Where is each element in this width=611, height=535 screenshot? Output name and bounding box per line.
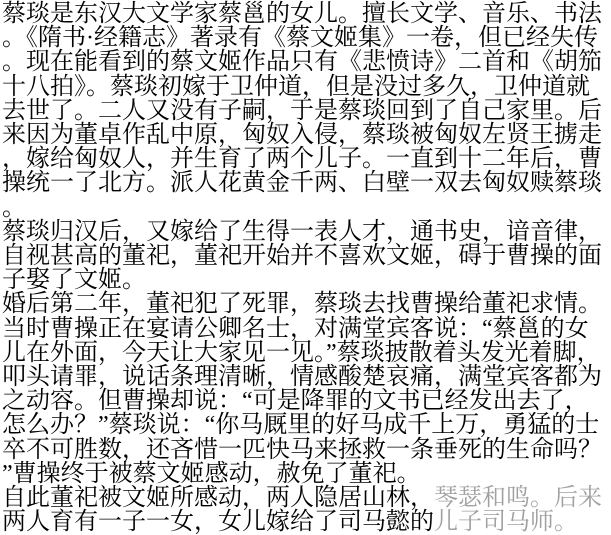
text-segment: 蔡琰归汉后，又嫁给了生得一表人才，通书史，谙音律，自视甚高的董祀，董祀开始并不喜欢文姬，碍于曹操的面子娶了文姬。 xyxy=(2,218,602,294)
faded-text-segment: 儿子司马师。 xyxy=(434,509,578,535)
article-text xyxy=(2,2,609,534)
text-segment: 两人育有一子一女，女儿嫁给了司马懿的 xyxy=(2,509,434,535)
text-segment: 自此董祀被文姬所感动，两人隐居山林， xyxy=(2,485,434,512)
paragraph-3 xyxy=(2,292,609,486)
paragraph-1 xyxy=(2,2,609,220)
paragraph-2 xyxy=(2,220,609,293)
paragraph-4 xyxy=(2,486,609,534)
text-segment: 婚后第二年，董祀犯了死罪，蔡琰去找曹操给董祀求情。当时曹操正在宴请公卿名士，对满堂宾客说：“蔡邕的女儿在外面，今天让大家见一见。”蔡琰披散着头发光着脚，叩头请罪，说话条理清晰，情感酸楚哀痛，满堂宾客都为之动容。但曹操却说：“可是降罪的文书已经发出去了，怎么办？”蔡琰说：“你马厩里的好马成千上万，勇猛的士卒不可胜数，还吝惜一匹快马来拯救一条垂死的生命吗？”曹操终于被蔡文姬感动，赦免了董祀。 xyxy=(2,291,602,487)
faded-text-segment: 琴瑟和鸣。后来 xyxy=(434,485,602,512)
text-segment: 蔡琰是东汉大文学家蔡邕的女儿。擅长文学、音乐、书法。《隋书·经籍志》著录有《蔡文姬集》一卷，但已经失传。现在能看到的蔡文姬作品只有《悲愤诗》二首和《胡笳十八拍》。蔡琰初嫁于卫仲道，但是没过多久，卫仲道就去世了。二人又没有子嗣，于是蔡琰回到了自己家里。后来因为董卓作乱中原，匈奴入侵，蔡琰被匈奴左贤王掳走，嫁给匈奴人，并生育了两个儿子。一直到十二年后，曹操统一了北方。派人花黄金千两、白壁一双去匈奴赎蔡琰。 xyxy=(2,1,602,221)
